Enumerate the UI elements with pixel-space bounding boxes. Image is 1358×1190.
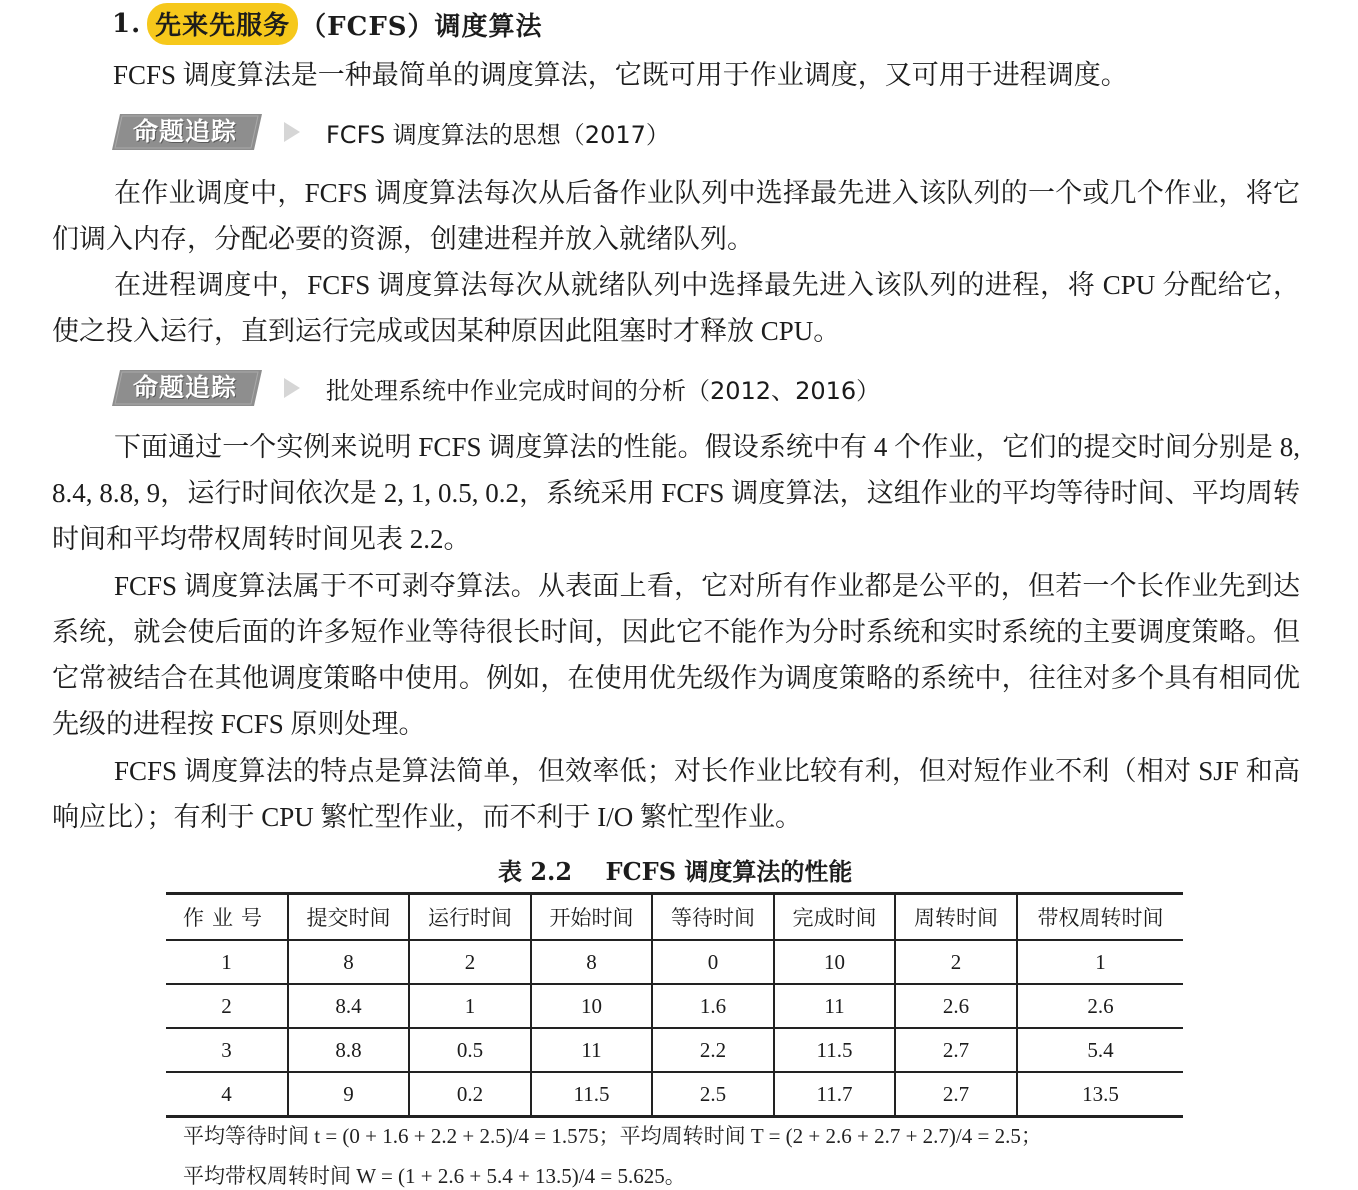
table-note-averages: 平均等待时间 t = (0 + 1.6 + 2.2 + 2.5)/4 = 1.575；平均周转时间 T = (2 + 2.6 + 2.7 + 2.7)/4 = 2.5；	[183, 1124, 1042, 1148]
features-paragraph: FCFS 调度算法的特点是算法简单，但效率低；对长作业比较有利，但对短作业不利（相对 SJF 和高响应比）；有利于 CPU 繁忙型作业，而不利于 I/O 繁忙型作业。	[52, 756, 1300, 832]
table-cell: 2.5	[652, 1072, 774, 1117]
table-cell: 8	[288, 940, 409, 984]
header-run-time: 运行时间	[409, 894, 531, 941]
table-cell: 4	[166, 1072, 288, 1117]
example-paragraph: 下面通过一个实例来说明 FCFS 调度算法的性能。假设系统中有 4 个作业，它们的提交时间分别是 8, 8.4, 8.8, 9，运行时间依次是 2, 1, 0.5, 0.2，系统采用 FCFS 调度算法，这组作业的平均等待时间、平均周转时间和平均带权周转时间见表 2.2。	[52, 432, 1300, 554]
exam-tracking-row-2	[112, 368, 880, 408]
badge-label: 命题追踪	[132, 117, 237, 146]
table-cell: 11.7	[774, 1072, 895, 1117]
table-cell: 2.6	[1017, 984, 1183, 1028]
table-cell: 11.5	[774, 1028, 895, 1072]
badge-label: 命题追踪	[132, 373, 237, 402]
exam-topic: FCFS 调度算法的思想（2017）	[326, 120, 670, 149]
table-cell: 9	[288, 1072, 409, 1117]
header-finish-time: 完成时间	[774, 894, 895, 941]
triangle-right-icon	[284, 378, 300, 398]
table-row	[166, 940, 1183, 984]
table-cell: 2.7	[895, 1072, 1017, 1117]
header-wait-time: 等待时间	[652, 894, 774, 941]
table-cell: 2	[166, 984, 288, 1028]
header-turnaround-time: 周转时间	[895, 894, 1017, 941]
table-row	[166, 1028, 1183, 1072]
job-scheduling-paragraph: 在作业调度中，FCFS 调度算法每次从后备作业队列中选择最先进入该队列的一个或几个作业，将它们调入内存，分配必要的资源，创建进程并放入就绪队列。	[52, 178, 1300, 254]
table-cell: 0.2	[409, 1072, 531, 1117]
table-cell: 0	[652, 940, 774, 984]
table-cell: 1	[166, 940, 288, 984]
table-note-weighted: 平均带权周转时间 W = (1 + 2.6 + 5.4 + 13.5)/4 = 5.625。	[183, 1164, 686, 1188]
header-weighted-turnaround: 带权周转时间	[1017, 894, 1183, 941]
triangle-right-icon	[284, 122, 300, 142]
table-cell: 3	[166, 1028, 288, 1072]
table-cell: 11.5	[531, 1072, 652, 1117]
highlighted-term: 先来先服务	[147, 3, 298, 45]
nonpreemptive-paragraph: FCFS 调度算法属于不可剥夺算法。从表面上看，它对所有作业都是公平的，但若一个长作业先到达系统，就会使后面的许多短作业等待很长时间，因此它不能作为分时系统和实时系统的主要调度策略。但它常被结合在其他调度策略中使用。例如，在使用优先级作为调度策略的系统中，往往对多个具有相同优先级的进程按 FCFS 原则处理。	[52, 571, 1300, 739]
table-row	[166, 1072, 1183, 1117]
table-cell: 1	[409, 984, 531, 1028]
table-cell: 2.2	[652, 1028, 774, 1072]
table-header-row	[166, 894, 1183, 941]
table-cell: 0.5	[409, 1028, 531, 1072]
process-scheduling-paragraph: 在进程调度中，FCFS 调度算法每次从就绪队列中选择最先进入该队列的进程，将 CPU 分配给它，使之投入运行，直到运行完成或因某种原因此阻塞时才释放 CPU。	[52, 270, 1300, 346]
exam-tracking-badge	[112, 370, 262, 406]
exam-topic: 批处理系统中作业完成时间的分析（2012、2016）	[326, 376, 881, 405]
table-cell: 10	[774, 940, 895, 984]
table-cell: 8.8	[288, 1028, 409, 1072]
intro-paragraph: FCFS 调度算法是一种最简单的调度算法，它既可用于作业调度，又可用于进程调度。	[113, 60, 1128, 90]
section-number: 1.	[112, 9, 142, 39]
table-cell: 2.7	[895, 1028, 1017, 1072]
section-heading	[112, 2, 543, 46]
table-cell: 11	[774, 984, 895, 1028]
table-cell: 10	[531, 984, 652, 1028]
performance-table	[166, 892, 1183, 1118]
header-job-id: 作业号	[166, 894, 288, 941]
header-submit-time: 提交时间	[288, 894, 409, 941]
table-cell: 2	[895, 940, 1017, 984]
header-start-time: 开始时间	[531, 894, 652, 941]
table-cell: 11	[531, 1028, 652, 1072]
table-caption: 表 2.2 FCFS 调度算法的性能	[498, 857, 853, 886]
table-cell: 1.6	[652, 984, 774, 1028]
table-cell: 13.5	[1017, 1072, 1183, 1117]
table-cell: 8	[531, 940, 652, 984]
table-cell: 2.6	[895, 984, 1017, 1028]
exam-tracking-badge	[112, 114, 262, 150]
table-cell: 8.4	[288, 984, 409, 1028]
table-cell: 2	[409, 940, 531, 984]
table-row	[166, 984, 1183, 1028]
section-title-rest: （FCFS）调度算法	[300, 11, 543, 42]
table-cell: 1	[1017, 940, 1183, 984]
table-cell: 5.4	[1017, 1028, 1183, 1072]
exam-tracking-row-1	[112, 112, 670, 152]
